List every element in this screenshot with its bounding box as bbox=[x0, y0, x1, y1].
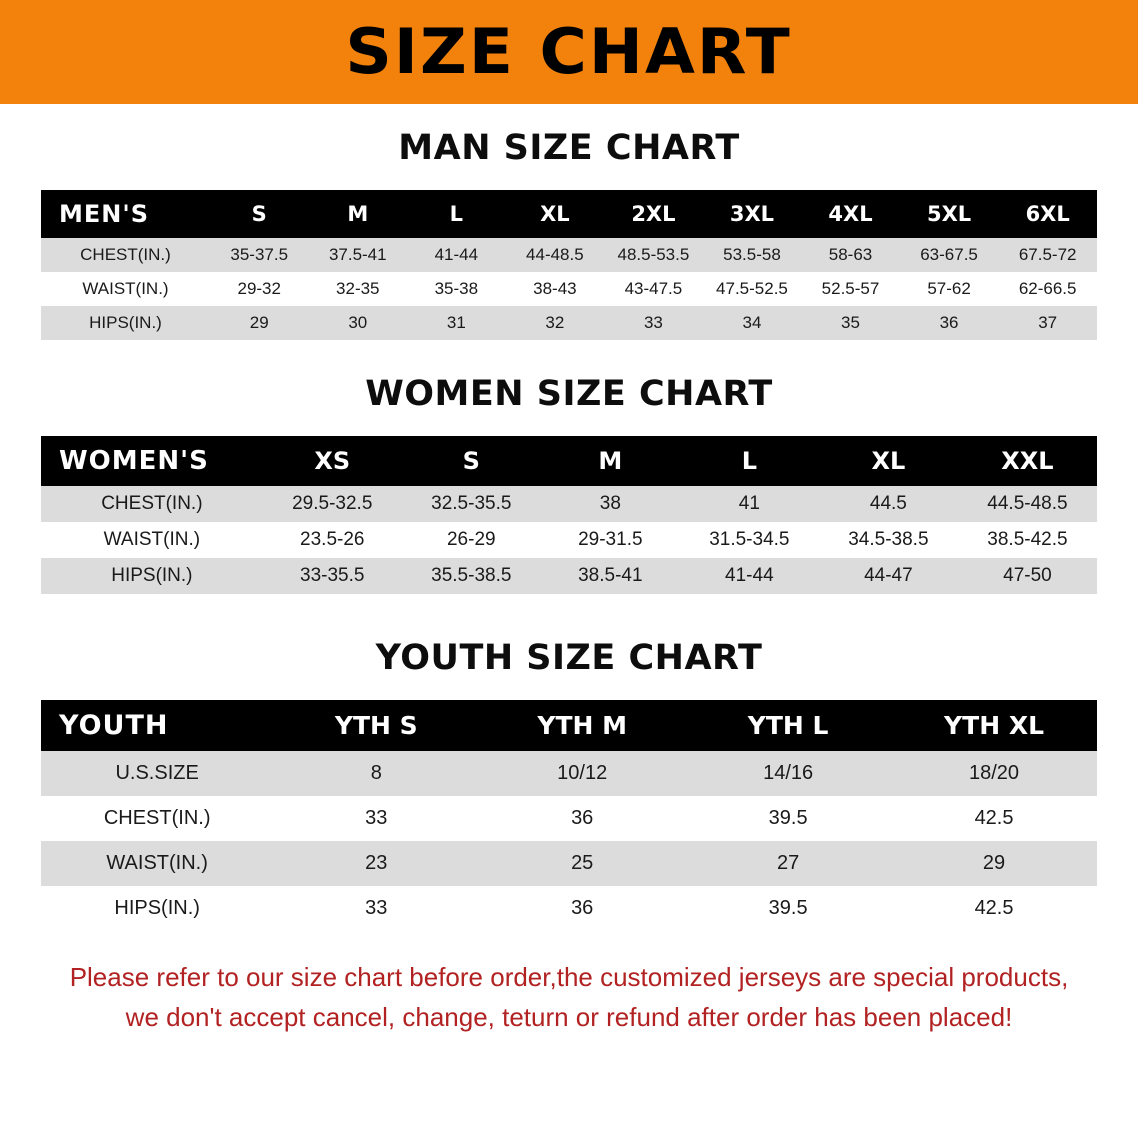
women-table-body bbox=[41, 486, 1097, 594]
table-header-row bbox=[41, 700, 1097, 751]
man-size-table bbox=[41, 190, 1097, 340]
note-line-2: we don't accept cancel, change, teturn or refund after order has been placed! bbox=[125, 1002, 1013, 1033]
row-label: WAIST(IN.) bbox=[41, 522, 263, 558]
table-row bbox=[41, 751, 1097, 796]
table-cell: 48.5-53.5 bbox=[604, 238, 703, 272]
table-cell: 38 bbox=[541, 486, 680, 522]
table-cell: 33-35.5 bbox=[263, 558, 402, 594]
size-chart-banner bbox=[0, 0, 1138, 104]
table-cell: 18/20 bbox=[891, 751, 1097, 796]
table-cell: 31.5-34.5 bbox=[680, 522, 819, 558]
table-cell: 32.5-35.5 bbox=[402, 486, 541, 522]
table-cell: 44-48.5 bbox=[506, 238, 605, 272]
table-cell: 37.5-41 bbox=[309, 238, 408, 272]
table-row bbox=[41, 486, 1097, 522]
row-label: CHEST(IN.) bbox=[41, 238, 210, 272]
table-corner-header: WOMEN'S bbox=[41, 436, 263, 486]
row-label: HIPS(IN.) bbox=[41, 558, 263, 594]
youth-table-header bbox=[41, 700, 1097, 751]
table-cell: 29 bbox=[891, 841, 1097, 886]
column-header-s: S bbox=[210, 190, 309, 238]
table-cell: 29.5-32.5 bbox=[263, 486, 402, 522]
column-header-yth-xl: YTH XL bbox=[891, 700, 1097, 751]
row-label: WAIST(IN.) bbox=[41, 272, 210, 306]
table-row bbox=[41, 522, 1097, 558]
page-title: SIZE CHART bbox=[345, 15, 793, 88]
table-cell: 39.5 bbox=[685, 796, 891, 841]
row-label: WAIST(IN.) bbox=[41, 841, 273, 886]
table-row bbox=[41, 841, 1097, 886]
column-header-xxl: XXL bbox=[958, 436, 1097, 486]
table-row bbox=[41, 306, 1097, 340]
table-cell: 29 bbox=[210, 306, 309, 340]
table-cell: 34 bbox=[703, 306, 802, 340]
table-cell: 25 bbox=[479, 841, 685, 886]
table-cell: 27 bbox=[685, 841, 891, 886]
table-cell: 36 bbox=[479, 796, 685, 841]
table-cell: 36 bbox=[479, 886, 685, 931]
row-label: HIPS(IN.) bbox=[41, 306, 210, 340]
column-header-s: S bbox=[402, 436, 541, 486]
youth-section-title: YOUTH SIZE CHART bbox=[375, 638, 763, 678]
column-header-yth-l: YTH L bbox=[685, 700, 891, 751]
table-cell: 14/16 bbox=[685, 751, 891, 796]
table-cell: 33 bbox=[273, 886, 479, 931]
table-cell: 39.5 bbox=[685, 886, 891, 931]
table-cell: 58-63 bbox=[801, 238, 900, 272]
table-cell: 67.5-72 bbox=[998, 238, 1097, 272]
column-header-l: L bbox=[407, 190, 506, 238]
table-cell: 32-35 bbox=[309, 272, 408, 306]
column-header-yth-m: YTH M bbox=[479, 700, 685, 751]
table-corner-header: YOUTH bbox=[41, 700, 273, 751]
column-header-2xl: 2XL bbox=[604, 190, 703, 238]
row-label: CHEST(IN.) bbox=[41, 796, 273, 841]
row-label: CHEST(IN.) bbox=[41, 486, 263, 522]
women-table-header bbox=[41, 436, 1097, 486]
table-cell: 52.5-57 bbox=[801, 272, 900, 306]
column-header-5xl: 5XL bbox=[900, 190, 999, 238]
women-size-table bbox=[41, 436, 1097, 594]
note-line-1: Please refer to our size chart before order,the customized jerseys are special products, bbox=[69, 962, 1069, 992]
table-corner-header: MEN'S bbox=[41, 190, 210, 238]
table-cell: 38-43 bbox=[506, 272, 605, 306]
table-cell: 41-44 bbox=[407, 238, 506, 272]
table-row bbox=[41, 558, 1097, 594]
table-cell: 36 bbox=[900, 306, 999, 340]
table-cell: 23.5-26 bbox=[263, 522, 402, 558]
table-cell: 41-44 bbox=[680, 558, 819, 594]
table-cell: 57-62 bbox=[900, 272, 999, 306]
column-header-l: L bbox=[680, 436, 819, 486]
column-header-yth-s: YTH S bbox=[273, 700, 479, 751]
table-header-row bbox=[41, 190, 1097, 238]
table-cell: 42.5 bbox=[891, 886, 1097, 931]
table-cell: 38.5-42.5 bbox=[958, 522, 1097, 558]
table-cell: 30 bbox=[309, 306, 408, 340]
table-cell: 44.5 bbox=[819, 486, 958, 522]
table-header-row bbox=[41, 436, 1097, 486]
man-size-table-wrap bbox=[41, 190, 1097, 340]
table-cell: 34.5-38.5 bbox=[819, 522, 958, 558]
column-header-xl: XL bbox=[506, 190, 605, 238]
man-section-title: MAN SIZE CHART bbox=[398, 128, 740, 168]
table-cell: 35-38 bbox=[407, 272, 506, 306]
table-cell: 8 bbox=[273, 751, 479, 796]
table-cell: 35 bbox=[801, 306, 900, 340]
table-cell: 42.5 bbox=[891, 796, 1097, 841]
table-cell: 29-31.5 bbox=[541, 522, 680, 558]
table-cell: 33 bbox=[273, 796, 479, 841]
table-cell: 35-37.5 bbox=[210, 238, 309, 272]
column-header-3xl: 3XL bbox=[703, 190, 802, 238]
women-size-table-wrap bbox=[41, 436, 1097, 594]
column-header-4xl: 4XL bbox=[801, 190, 900, 238]
man-table-header bbox=[41, 190, 1097, 238]
table-cell: 32 bbox=[506, 306, 605, 340]
table-cell: 26-29 bbox=[402, 522, 541, 558]
table-row bbox=[41, 796, 1097, 841]
table-cell: 33 bbox=[604, 306, 703, 340]
table-cell: 53.5-58 bbox=[703, 238, 802, 272]
table-cell: 44.5-48.5 bbox=[958, 486, 1097, 522]
row-label: HIPS(IN.) bbox=[41, 886, 273, 931]
youth-size-table bbox=[41, 700, 1097, 931]
table-cell: 62-66.5 bbox=[998, 272, 1097, 306]
table-row bbox=[41, 886, 1097, 931]
column-header-m: M bbox=[309, 190, 408, 238]
women-section-title: WOMEN SIZE CHART bbox=[365, 374, 773, 414]
table-cell: 43-47.5 bbox=[604, 272, 703, 306]
table-cell: 44-47 bbox=[819, 558, 958, 594]
column-header-m: M bbox=[541, 436, 680, 486]
column-header-xs: XS bbox=[263, 436, 402, 486]
table-cell: 29-32 bbox=[210, 272, 309, 306]
table-cell: 37 bbox=[998, 306, 1097, 340]
column-header-xl: XL bbox=[819, 436, 958, 486]
order-policy-note bbox=[64, 957, 1074, 1038]
table-cell: 38.5-41 bbox=[541, 558, 680, 594]
column-header-6xl: 6XL bbox=[998, 190, 1097, 238]
table-cell: 47.5-52.5 bbox=[703, 272, 802, 306]
table-row bbox=[41, 238, 1097, 272]
man-table-body bbox=[41, 238, 1097, 340]
table-cell: 31 bbox=[407, 306, 506, 340]
table-cell: 47-50 bbox=[958, 558, 1097, 594]
table-cell: 23 bbox=[273, 841, 479, 886]
table-cell: 41 bbox=[680, 486, 819, 522]
table-cell: 35.5-38.5 bbox=[402, 558, 541, 594]
youth-size-table-wrap bbox=[41, 700, 1097, 931]
youth-table-body bbox=[41, 751, 1097, 931]
table-row bbox=[41, 272, 1097, 306]
table-cell: 10/12 bbox=[479, 751, 685, 796]
table-cell: 63-67.5 bbox=[900, 238, 999, 272]
row-label: U.S.SIZE bbox=[41, 751, 273, 796]
